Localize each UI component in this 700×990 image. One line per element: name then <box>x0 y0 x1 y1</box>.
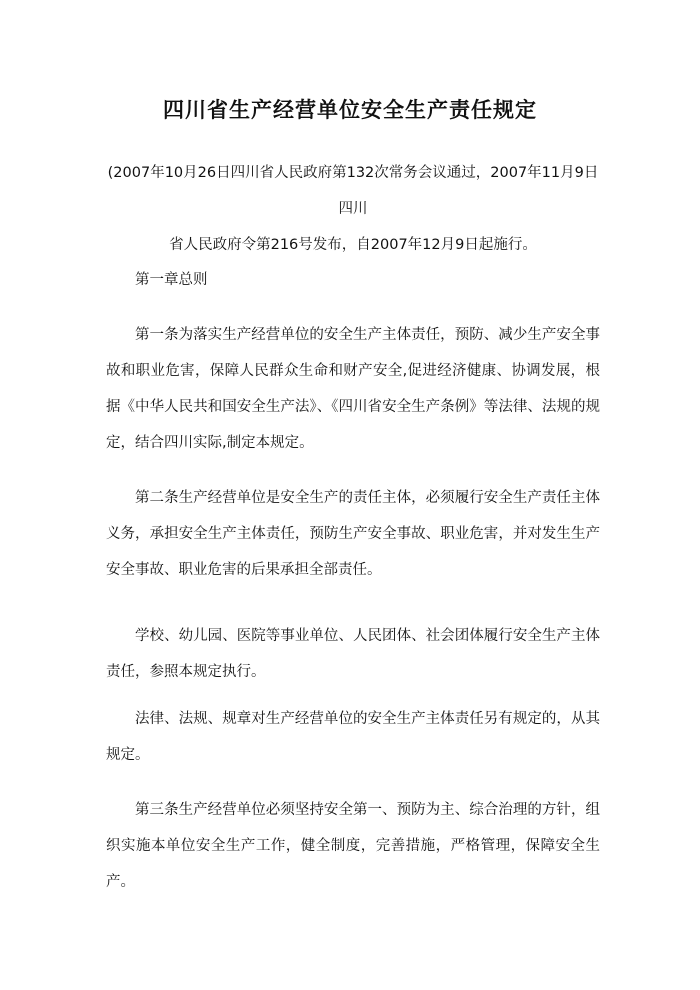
chapter-heading: 第一章总则 <box>135 272 208 288</box>
paragraph-article-3: 第三条生产经营单位必须坚持安全第一、预防为主、综合治理的方针，组织实施本单位安全生产工作，健全制度，完善措施，严格管理，保障安全生产。 <box>106 802 600 890</box>
document-title: 四川省生产经营单位安全生产责任规定 <box>163 98 537 122</box>
document-subtitle <box>106 155 600 263</box>
subtitle-line-2: 省人民政府令第216号发布，自2007年12月9日起施行。 <box>169 237 537 253</box>
paragraph-article-2: 第二条生产经营单位是安全生产的责任主体，必须履行安全生产责任主体义务，承担安全生产主体责任，预防生产安全事故、职业危害，并对发生生产安全事故、职业危害的后果承担全部责任。 <box>106 490 600 578</box>
paragraph-article-2-laws: 法律、法规、规章对生产经营单位的安全生产主体责任另有规定的，从其规定。 <box>106 711 600 763</box>
paragraph-article-1: 第一条为落实生产经营单位的安全生产主体责任，预防、减少生产安全事故和职业危害，保障人民群众生命和财产安全,促进经济健康、协调发展，根据《中华人民共和国安全生产法》、《四川省安全生产条例》等法律、法规的规定，结合四川实际,制定本规定。 <box>106 327 600 451</box>
paragraph-article-2-schools: 学校、幼儿园、医院等事业单位、人民团体、社会团体履行安全生产主体责任，参照本规定执行。 <box>106 628 600 680</box>
subtitle-line-1: (2007年10月26日四川省人民政府第132次常务会议通过，2007年11月9日四川 <box>107 165 599 217</box>
